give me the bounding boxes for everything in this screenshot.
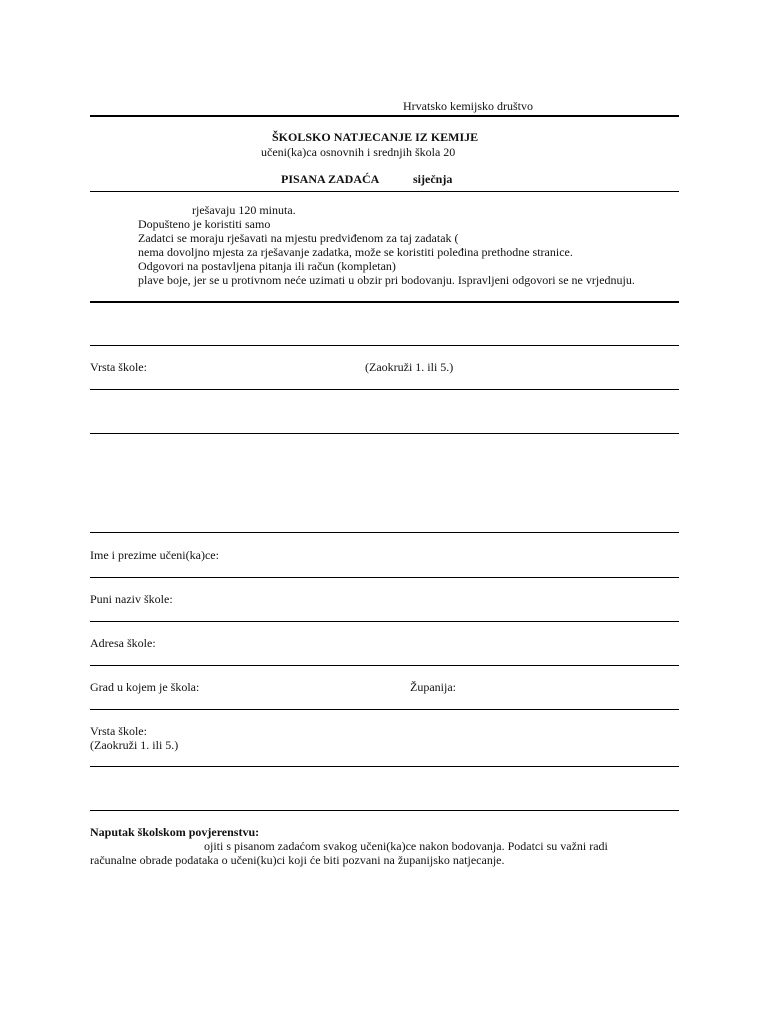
form-rule — [90, 345, 679, 346]
city-label: Grad u kojem je škola: — [90, 680, 200, 694]
instruction-line: Dopušteno je koristiti samo — [138, 217, 271, 231]
form-rule — [90, 810, 679, 811]
school-type-form-note: (Zaokruži 1. ili 5.) — [90, 738, 179, 752]
school-type-note: (Zaokruži 1. ili 5.) — [365, 360, 454, 374]
school-type-field-line[interactable] — [90, 766, 679, 767]
city-county-field-line[interactable] — [90, 709, 679, 710]
header-rule — [90, 115, 679, 117]
participants-subtitle: učeni(ka)ca osnovnih i srednjih škola 20 — [261, 145, 456, 159]
competition-title: ŠKOLSKO NATJECANJE IZ KEMIJE — [272, 130, 479, 144]
society-name: Hrvatsko kemijsko društvo — [403, 99, 533, 113]
student-name-label: Ime i prezime učeni(ka)ce: — [90, 548, 219, 562]
committee-note-line: ojiti s pisanom zadaćom svakog učeni(ka)ce nakon bodovanja. Podatci su važni radi — [204, 839, 608, 853]
county-label: Županija: — [410, 680, 456, 694]
instruction-line: Odgovori na postavljena pitanja ili račun (kompletan) — [138, 259, 396, 273]
title-rule — [90, 191, 679, 192]
instructions-rule — [90, 301, 679, 303]
task-month: siječnja — [413, 172, 453, 186]
school-name-label: Puni naziv škole: — [90, 592, 173, 606]
committee-note-line: računalne obrade podataka o učeni(ku)ci koji će biti pozvani na županijsko natjecanje. — [90, 853, 505, 867]
instruction-line: Zadatci se moraju rješavati na mjestu predviđenom za taj zadatak ( — [138, 231, 459, 245]
form-rule — [90, 532, 679, 533]
school-type-label: Vrsta škole: — [90, 360, 147, 374]
task-title: PISANA ZADAĆA — [281, 172, 380, 186]
form-rule — [90, 389, 679, 390]
school-address-label: Adresa škole: — [90, 636, 156, 650]
committee-note-heading: Naputak školskom povjerenstvu: — [90, 825, 260, 839]
form-rule — [90, 433, 679, 434]
instruction-line: plave boje, jer se u protivnom neće uzimati u obzir pri bodovanju. Ispravljeni odgovori se ne vrjednuju. — [138, 273, 635, 287]
school-address-field-line[interactable] — [90, 665, 679, 666]
student-name-field-line[interactable] — [90, 577, 679, 578]
school-name-field-line[interactable] — [90, 621, 679, 622]
school-type-form-label: Vrsta škole: — [90, 724, 147, 738]
instruction-line: nema dovoljno mjesta za rješavanje zadatka, može se koristiti poleđina prethodne stranice. — [138, 245, 573, 259]
instruction-line: rješavaju 120 minuta. — [192, 203, 296, 217]
